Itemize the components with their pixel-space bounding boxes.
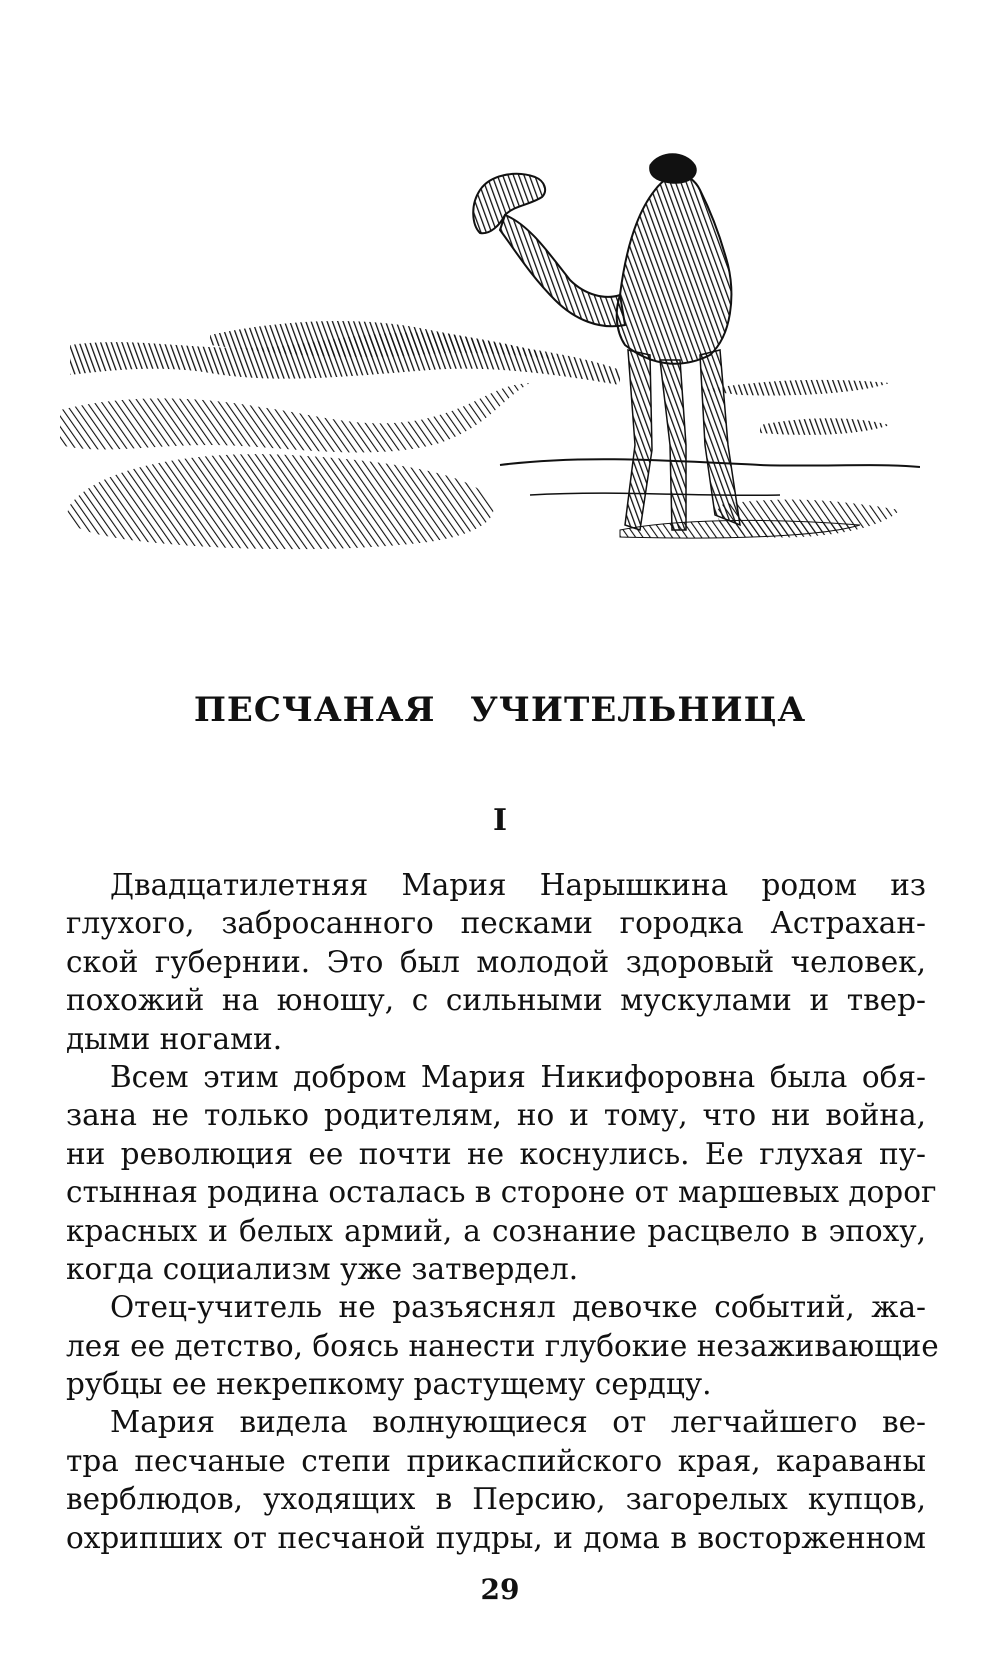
- text-line: Всем этим добром Мария Никифоровна была обя-: [110, 1059, 926, 1094]
- text-line: похожий на юношу, с сильными мускулами и твер-: [66, 983, 926, 1018]
- text-line: стынная родина осталась в стороне от маршевых дорог: [66, 1175, 937, 1210]
- text-line: глухого, забросанного песками городка Астрахан-: [66, 906, 926, 941]
- camel-figure: [473, 154, 860, 538]
- page-number: 29: [480, 1573, 520, 1606]
- text-line: красных и белых армий, а сознание расцвело в эпоху,: [66, 1213, 926, 1248]
- text-line: рубцы ее некрепкому растущему сердцу.: [66, 1367, 712, 1402]
- text-line: лея ее детство, боясь нанести глубокие незаживающие: [66, 1328, 939, 1363]
- sand-dunes: [60, 321, 920, 549]
- section-number: I: [492, 803, 508, 838]
- paragraph: [66, 866, 926, 1058]
- text-line: верблюдов, уходящих в Персию, загорелых купцов,: [66, 1482, 926, 1517]
- text-line: Мария видела волнующиеся от легчайшего ве-: [110, 1405, 926, 1440]
- camel-desert-illustration: [60, 145, 920, 595]
- text-line: Двадцатилетняя Мария Нарышкина родом из: [110, 868, 926, 902]
- text-line: охрипших от песчаной пудры, и дома в восторженном: [66, 1520, 926, 1555]
- body-text: [66, 866, 939, 1557]
- text-line: когда социализм уже затвердел.: [66, 1251, 579, 1286]
- text-line: зана не только родителям, но и тому, что ни война,: [66, 1098, 926, 1133]
- text-line: Отец-учитель не разъяснял девочке событий, жа-: [110, 1290, 926, 1325]
- paragraph: [66, 1288, 939, 1403]
- text-line: тра песчаные степи прикаспийского края, караваны: [66, 1443, 926, 1478]
- paragraph: [66, 1403, 926, 1557]
- text-line: дыми ногами.: [66, 1021, 283, 1056]
- paragraph: [66, 1058, 937, 1288]
- text-line: ской губернии. Это был молодой здоровый человек,: [66, 944, 926, 979]
- text-line: ни революция ее почти не коснулись. Ее глухая пу-: [66, 1136, 926, 1171]
- chapter-title: ПЕСЧАНАЯ УЧИТЕЛЬНИЦА: [193, 690, 807, 730]
